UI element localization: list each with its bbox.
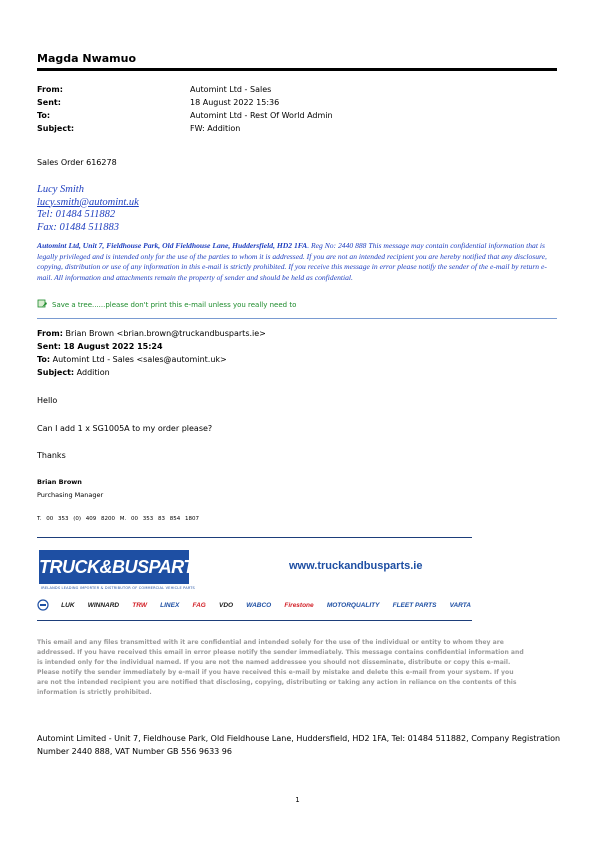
brand-logo: MOTORQUALITY [326, 601, 380, 609]
forward-divider [37, 318, 557, 319]
fwd-sent-row [37, 340, 557, 353]
company-footer: Automint Limited - Unit 7, Fieldhouse Park, Old Fieldhouse Lane, Huddersfield, HD2 1FA, Tel: 01484 511882, Company Registration Number 2440 888, VAT Number GB 556 9633 96 [37, 734, 561, 756]
page-number: 1 [295, 796, 300, 804]
brand-logo: WINNARD [87, 601, 120, 609]
signature-name: Lucy Smith [37, 184, 84, 195]
forwarded-header [37, 327, 557, 379]
header-value: Automint Ltd - Sales [190, 85, 272, 94]
body-request: Can I add 1 x SG1005A to my order please? [37, 424, 213, 433]
header-value: 18 August 2022 15:36 [190, 98, 280, 107]
fwd-sent-value: 18 August 2022 15:24 [63, 342, 163, 351]
fwd-from-value: Brian Brown <brian.brown@truckandbusparts.ie> [65, 329, 266, 338]
header-label: Sent: [37, 98, 61, 107]
body-thanks: Thanks [37, 451, 66, 460]
fwd-sent-label: Sent: [37, 342, 61, 351]
signature-block [37, 184, 139, 234]
brand-logo: VDO [219, 601, 234, 609]
tree-icon [37, 299, 48, 311]
save-tree-note [37, 299, 296, 311]
banner-tagline: IRELANDS LEADING IMPORTER & DISTRIBUTOR OF COMMERCIAL VEHICLE PARTS [41, 586, 195, 590]
fwd-to-label: To: [37, 355, 51, 364]
fwd-to-value: Automint Ltd - Sales <sales@automint.uk> [52, 355, 227, 364]
confidentiality-disclaimer [37, 241, 562, 283]
bosch-icon [37, 596, 49, 615]
fwd-to-row [37, 353, 557, 366]
signature-tel: Tel: 01484 511882 [37, 209, 116, 220]
signature-fax: Fax: 01484 511883 [37, 221, 120, 233]
sender-name: Magda Nwamuo [37, 52, 137, 65]
truckandbus-banner[interactable] [37, 537, 472, 621]
header-value: Automint Ltd - Rest Of World Admin [190, 111, 333, 120]
brian-title: Purchasing Manager [37, 491, 104, 499]
header-label: To: [37, 111, 51, 120]
body-greeting: Hello [37, 396, 58, 405]
fwd-from-row [37, 327, 557, 340]
brian-name: Brian Brown [37, 478, 82, 486]
save-tree-text: Save a tree......please don't print this e-mail unless you really need to [52, 301, 297, 309]
banner-url[interactable]: www.truckandbusparts.ie [289, 560, 423, 572]
brand-logo: LUK [61, 601, 75, 609]
brian-phones: T. 00 353 (0) 409 8200 M. 00 353 83 854 1807 [37, 516, 199, 522]
header-row-to [37, 109, 557, 122]
truckandbus-logo: TRUCK&BUSPARTS [39, 550, 189, 584]
brand-logo: FLEET PARTS [392, 601, 437, 609]
header-value: FW: Addition [190, 124, 241, 133]
fwd-subject-row [37, 366, 557, 379]
disclaimer-company: Automint Ltd, Unit 7, Fieldhouse Park, Old Fieldhouse Lane, Huddersfield, HD2 1FA [37, 241, 308, 250]
brand-logo: TRW [132, 601, 147, 609]
header-divider [37, 68, 557, 71]
header-row-sent [37, 96, 557, 109]
header-row-from [37, 83, 557, 96]
disclaimer-text: . Reg No: 2440 888 This message may contain confidential information that is legally privileged and is intended only for the use of the parties to whom it is addressed. If you are not an intended recipient you are hereby notified that any disclosure, copying, distribution or use of any information in this e-mail is strictly prohibited. If you receive this message in error please notify the sender of the e-mail by return e-mail. All information and attachments remain the property of sender and should be held as confidential. [37, 241, 547, 282]
header-row-subject [37, 122, 557, 135]
header-label: Subject: [37, 124, 75, 133]
brand-logo: FAG [192, 601, 206, 609]
brand-logo: VARTA [449, 601, 471, 609]
sales-order-line: Sales Order 616278 [37, 158, 117, 167]
fwd-from-label: From: [37, 329, 63, 338]
brand-logos-strip [37, 598, 472, 612]
email-header [37, 83, 557, 135]
legal-notice: This email and any files transmitted with it are confidential and intended solely for the use of the individual or entity to whom they are addressed. If you have received this email in error please notify the sender immediately. This message contains confidential information and is intended only for the individual named. If you are not the named addressee you should not disseminate, distribute or copy this e-mail. Please notify the sender immediately by e-mail if you have received this e-mail by mistake and delete this e-mail from your system. If you are not the intended recipient you are notified that disclosing, copying, distributing or taking any action in reliance on the contents of this information is strictly prohibited. [37, 639, 524, 696]
signature-email-link[interactable]: lucy.smith@automint.uk [37, 196, 139, 208]
brand-logo: LINEX [160, 601, 180, 609]
fwd-subject-value: Addition [76, 368, 110, 377]
brand-logo: WABCO [246, 601, 272, 609]
header-label: From: [37, 85, 63, 94]
brand-logo: Firestone [284, 601, 314, 609]
fwd-subject-label: Subject: [37, 368, 75, 377]
